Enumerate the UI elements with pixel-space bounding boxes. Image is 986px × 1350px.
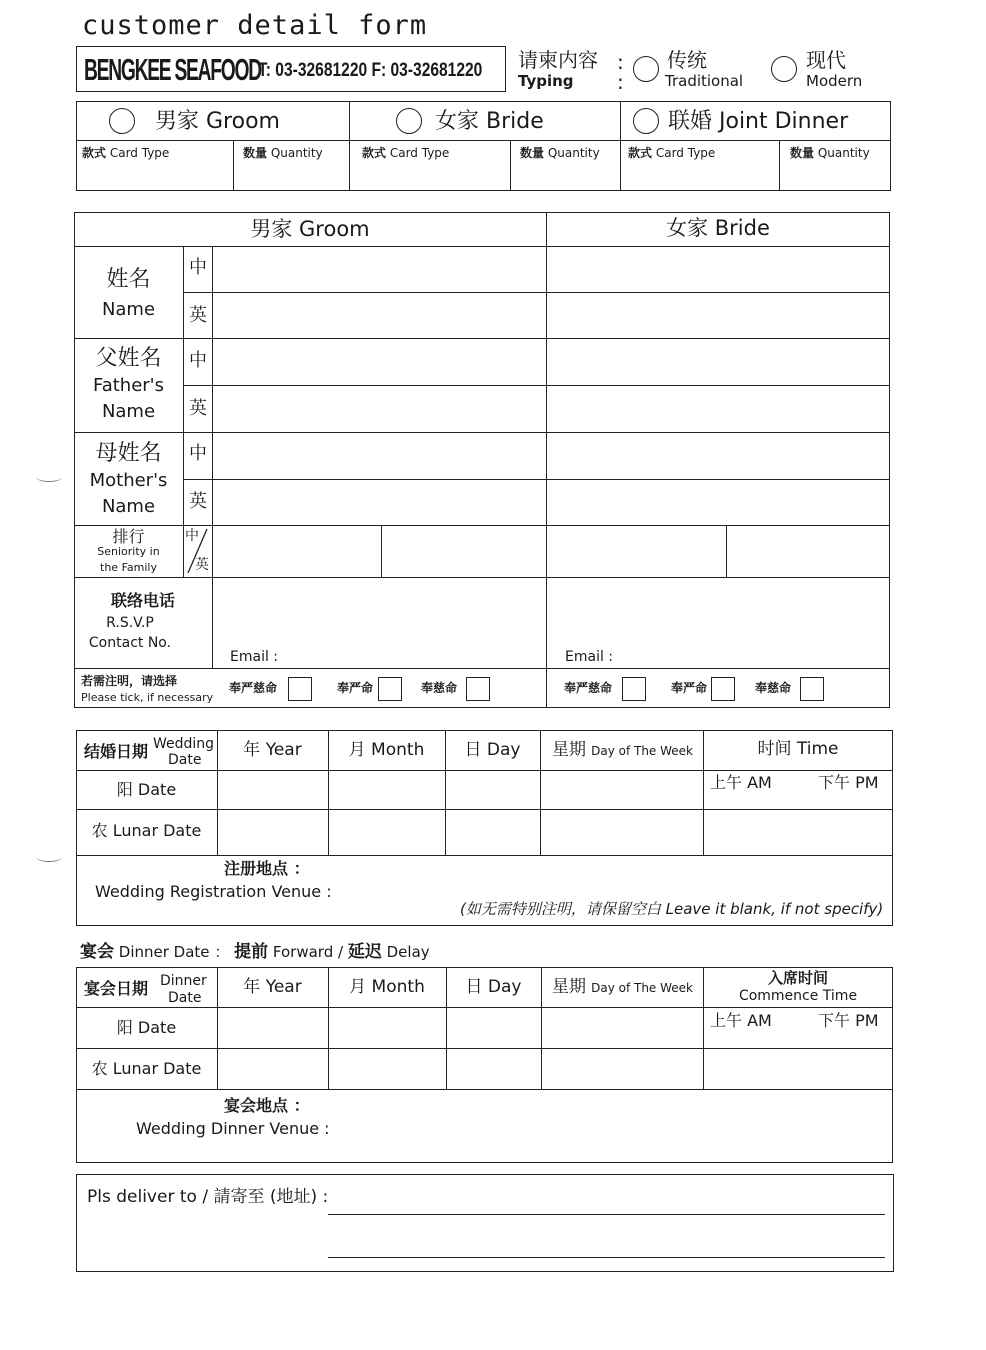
bride-card-radio[interactable] bbox=[396, 108, 422, 134]
wedding-lunar-label: 农 Lunar Date bbox=[91, 821, 202, 840]
father-label-en-2: Name bbox=[101, 401, 156, 422]
wedding-year-header: 年 Year bbox=[243, 740, 302, 760]
registration-venue-note: (如无需特别注明，请保留空白 Leave it blank, if not specify) bbox=[460, 900, 884, 918]
seniority-label-cn: 排行 bbox=[112, 527, 145, 546]
groom-opt3-checkbox[interactable] bbox=[466, 677, 490, 701]
dinner-venue-label-cn: 宴会地点 ： bbox=[224, 1096, 310, 1115]
tick-label-en: Please tick, if necessary bbox=[81, 691, 214, 704]
dinner-venue-label-en: Wedding Dinner Venue : bbox=[136, 1119, 330, 1138]
groom-opt1-checkbox[interactable] bbox=[288, 677, 312, 701]
bride-quantity-en: Quantity bbox=[547, 146, 600, 160]
typing-label-cn: 请柬内容 bbox=[518, 48, 598, 72]
name-zh-marker: 中 bbox=[189, 257, 207, 278]
dinner-weekday-cn: 星期 bbox=[552, 977, 586, 997]
bride-quantity-label bbox=[520, 147, 600, 159]
groom-quantity-cn: 数量 bbox=[243, 146, 268, 160]
wedding-am-label: 上午 AM bbox=[710, 773, 772, 792]
modern-radio[interactable] bbox=[771, 56, 797, 82]
delivery-line-1[interactable] bbox=[328, 1214, 885, 1215]
groom-column-header: 男家 Groom bbox=[250, 217, 370, 241]
groom-opt1-label: 奉严慈命 bbox=[229, 681, 278, 695]
modern-label-cn: 现代 bbox=[806, 48, 846, 72]
bride-opt2-checkbox[interactable] bbox=[711, 677, 735, 701]
punch-mark-2 bbox=[36, 852, 62, 862]
joint-card-type-en: Card Type bbox=[655, 146, 716, 160]
dinner-day-header: 日 Day bbox=[465, 977, 522, 997]
traditional-label-cn: 传统 bbox=[667, 48, 707, 72]
groom-card-type-cn: 款式 bbox=[82, 146, 107, 160]
bride-opt3-checkbox[interactable] bbox=[800, 677, 824, 701]
traditional-radio[interactable] bbox=[633, 56, 659, 82]
dinner-pm-label: 下午 PM bbox=[818, 1011, 879, 1030]
contact-label-cn: 联络电话 bbox=[110, 591, 175, 610]
name-label-en: Name bbox=[101, 299, 156, 320]
seniority-label-en-1: Seniority in bbox=[97, 545, 160, 558]
dinner-date-label-cn: 宴会日期 bbox=[84, 979, 149, 998]
bride-opt1-label: 奉严慈命 bbox=[564, 681, 613, 695]
wedding-weekday-cn: 星期 bbox=[552, 740, 586, 760]
bride-card-type-en: Card Type bbox=[389, 146, 450, 160]
bride-quantity-cn: 数量 bbox=[520, 146, 545, 160]
mother-zh-marker: 中 bbox=[189, 443, 207, 464]
name-label-cn: 姓名 bbox=[106, 267, 151, 292]
brand-name: BENGKEE SEAFOOD bbox=[84, 52, 261, 87]
father-label-en-1: Father's bbox=[93, 375, 164, 396]
punch-mark-1 bbox=[36, 472, 62, 482]
dinner-am-label: 上午 AM bbox=[710, 1011, 772, 1030]
groom-quantity-en: Quantity bbox=[270, 146, 323, 160]
groom-opt2-checkbox[interactable] bbox=[378, 677, 402, 701]
dinner-date-label-en-1: Dinner bbox=[160, 973, 207, 989]
contact-label-en: Contact No. bbox=[88, 635, 172, 651]
joint-card-radio[interactable] bbox=[633, 108, 659, 134]
forward-label-cn: 提前 bbox=[234, 942, 269, 962]
wedding-weekday-en: Day of The Week bbox=[591, 744, 693, 758]
dinner-weekday-header bbox=[552, 979, 693, 996]
dinner-lunar-label: 农 Lunar Date bbox=[91, 1059, 202, 1078]
bride-card-label: 女家 Bride bbox=[435, 109, 544, 134]
bride-opt3-label: 奉慈命 bbox=[755, 681, 792, 695]
seniority-zh-marker: 中 bbox=[185, 528, 199, 544]
father-zh-marker: 中 bbox=[189, 350, 207, 371]
dinner-date-option-line bbox=[80, 944, 430, 961]
dinner-date-option-sep: ： bbox=[214, 943, 230, 961]
joint-card-type-cn: 款式 bbox=[628, 146, 653, 160]
dinner-year-header: 年 Year bbox=[243, 977, 302, 997]
bride-card-type-cn: 款式 bbox=[362, 146, 387, 160]
dinner-solar-label: 阳 Date bbox=[116, 1018, 177, 1037]
registration-venue-label-cn: 注册地点 ： bbox=[224, 859, 310, 878]
joint-quantity-en: Quantity bbox=[817, 146, 870, 160]
bride-column-header: 女家 Bride bbox=[666, 216, 770, 240]
tick-label-cn: 若需注明，请选择 bbox=[81, 674, 178, 688]
wedding-time-header: 时间 Time bbox=[757, 739, 839, 759]
joint-quantity-label bbox=[790, 147, 870, 159]
bride-opt2-label: 奉严命 bbox=[671, 681, 708, 695]
delivery-line-2[interactable] bbox=[328, 1257, 885, 1258]
mother-label-en-1: Mother's bbox=[89, 470, 168, 491]
father-label-cn: 父姓名 bbox=[95, 346, 162, 371]
wedding-weekday-header bbox=[552, 742, 693, 759]
mother-label-cn: 母姓名 bbox=[95, 441, 162, 466]
wedding-pm-label: 下午 PM bbox=[818, 773, 879, 792]
groom-opt2-label: 奉严命 bbox=[337, 681, 374, 695]
groom-quantity-label bbox=[243, 147, 323, 159]
traditional-label-en: Traditional bbox=[665, 72, 744, 90]
delay-label-cn: 延迟 bbox=[347, 942, 382, 962]
groom-opt3-label: 奉慈命 bbox=[421, 681, 458, 695]
typing-label-en: Typing bbox=[518, 72, 574, 90]
joint-quantity-cn: 数量 bbox=[790, 146, 815, 160]
groom-card-type-label bbox=[82, 147, 169, 159]
bride-opt1-checkbox[interactable] bbox=[622, 677, 646, 701]
dinner-month-header: 月 Month bbox=[349, 977, 425, 997]
bride-card-type-label bbox=[362, 147, 449, 159]
commence-time-en: Commence Time bbox=[738, 988, 858, 1004]
name-en-marker: 英 bbox=[189, 305, 207, 326]
groom-card-type-en: Card Type bbox=[109, 146, 170, 160]
wedding-date-label-en-1: Wedding bbox=[153, 736, 215, 752]
wedding-month-header: 月 Month bbox=[348, 740, 425, 760]
dinner-date-option-en: Dinner Date bbox=[118, 943, 210, 961]
wedding-solar-label: 阳 Date bbox=[116, 780, 177, 799]
form-title: customer detail form bbox=[82, 10, 428, 41]
typing-colon: : bbox=[617, 50, 624, 74]
seniority-en-marker: 英 bbox=[195, 557, 209, 573]
seniority-label-en-2: the Family bbox=[100, 561, 157, 574]
dinner-weekday-en: Day of The Week bbox=[591, 981, 693, 995]
wedding-day-header: 日 Day bbox=[464, 740, 521, 760]
dinner-date-label-en-2: Date bbox=[168, 990, 202, 1006]
typing-colon-2: : bbox=[617, 70, 624, 94]
joint-card-label: 联婚 Joint Dinner bbox=[668, 109, 849, 134]
modern-label-en: Modern bbox=[806, 72, 863, 90]
contact-label-rsvp: R.S.V.P bbox=[106, 615, 154, 631]
mother-label-en-2: Name bbox=[101, 496, 156, 517]
forward-label-en: Forward bbox=[272, 943, 334, 961]
mother-en-marker: 英 bbox=[189, 491, 207, 512]
dinner-date-option-cn: 宴会 bbox=[80, 942, 114, 962]
phone-fax: T: 03-32681220 F: 03-32681220 bbox=[258, 60, 483, 81]
wedding-date-label-cn: 结婚日期 bbox=[84, 742, 149, 761]
groom-card-radio[interactable] bbox=[109, 108, 135, 134]
dinner-option-slash: / bbox=[338, 943, 344, 961]
delay-label-en: Delay bbox=[386, 943, 430, 961]
father-en-marker: 英 bbox=[189, 398, 207, 419]
delivery-label: Pls deliver to / 請寄至 (地址) : bbox=[87, 1187, 329, 1207]
groom-card-label: 男家 Groom bbox=[155, 109, 280, 134]
registration-venue-label-en: Wedding Registration Venue : bbox=[95, 882, 332, 901]
joint-card-type-label bbox=[628, 147, 715, 159]
wedding-date-label-en-2: Date bbox=[168, 752, 202, 768]
groom-email-label: Email : bbox=[230, 649, 279, 665]
commence-time-cn: 入席时间 bbox=[767, 969, 828, 987]
bride-email-label: Email : bbox=[565, 649, 614, 665]
